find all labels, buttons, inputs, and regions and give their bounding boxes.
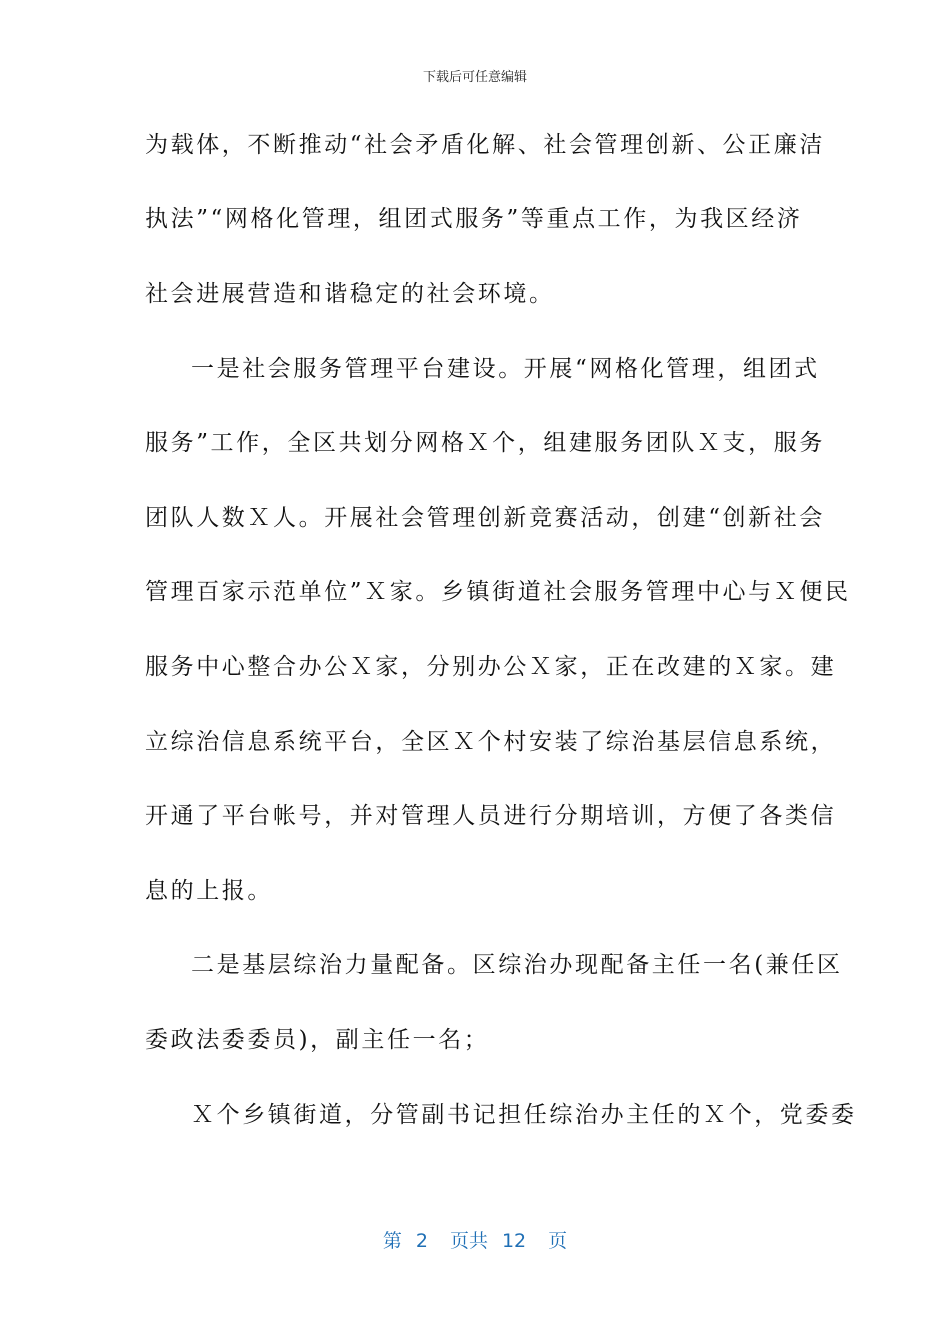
- footer-total-pages: 12: [501, 1230, 527, 1252]
- text-line-1: 为载体，不断推动“社会矛盾化解、社会管理创新、公正廉洁: [145, 132, 825, 158]
- text-line-14: Ｘ个乡镇街道，分管副书记担任综治办主任的Ｘ个，党委委: [191, 1102, 857, 1128]
- text-line-10: 开通了平台帐号，并对管理人员进行分期培训，方便了各类信: [145, 803, 837, 829]
- text-line-3: 社会进展营造和谐稳定的社会环境。: [145, 281, 555, 307]
- text-line-11: 息的上报。: [145, 878, 273, 904]
- text-line-9: 立综治信息系统平台，全区Ｘ个村安装了综治基层信息系统，: [145, 729, 837, 755]
- text-line-13: 委政法委委员)，副主任一名；: [145, 1027, 490, 1053]
- footer-page-number: 2: [415, 1230, 428, 1252]
- text-line-2: 执法”“网格化管理，组团式服务”等重点工作，为我区经济: [145, 206, 803, 232]
- page-header-note: 下载后可任意编辑: [422, 70, 527, 85]
- text-line-8: 服务中心整合办公Ｘ家，分别办公Ｘ家，正在改建的Ｘ家。建: [145, 654, 837, 680]
- text-line-12: 二是基层综治力量配备。区综治办现配备主任一名(兼任区: [191, 952, 843, 978]
- text-line-5: 服务”工作，全区共划分网格Ｘ个，组建服务团队Ｘ支，服务: [145, 430, 825, 456]
- text-line-6: 团队人数Ｘ人。开展社会管理创新竞赛活动，创建“创新社会: [145, 505, 825, 531]
- footer-end-word: 页: [548, 1230, 568, 1252]
- page-footer: [0, 1226, 950, 1253]
- footer-total-word: 页共: [449, 1230, 488, 1252]
- footer-page-word: 第: [382, 1230, 402, 1252]
- text-line-7: 管理百家示范单位”Ｘ家。乡镇街道社会服务管理中心与Ｘ便民: [145, 579, 851, 605]
- text-line-4: 一是社会服务管理平台建设。开展“网格化管理，组团式: [191, 356, 820, 382]
